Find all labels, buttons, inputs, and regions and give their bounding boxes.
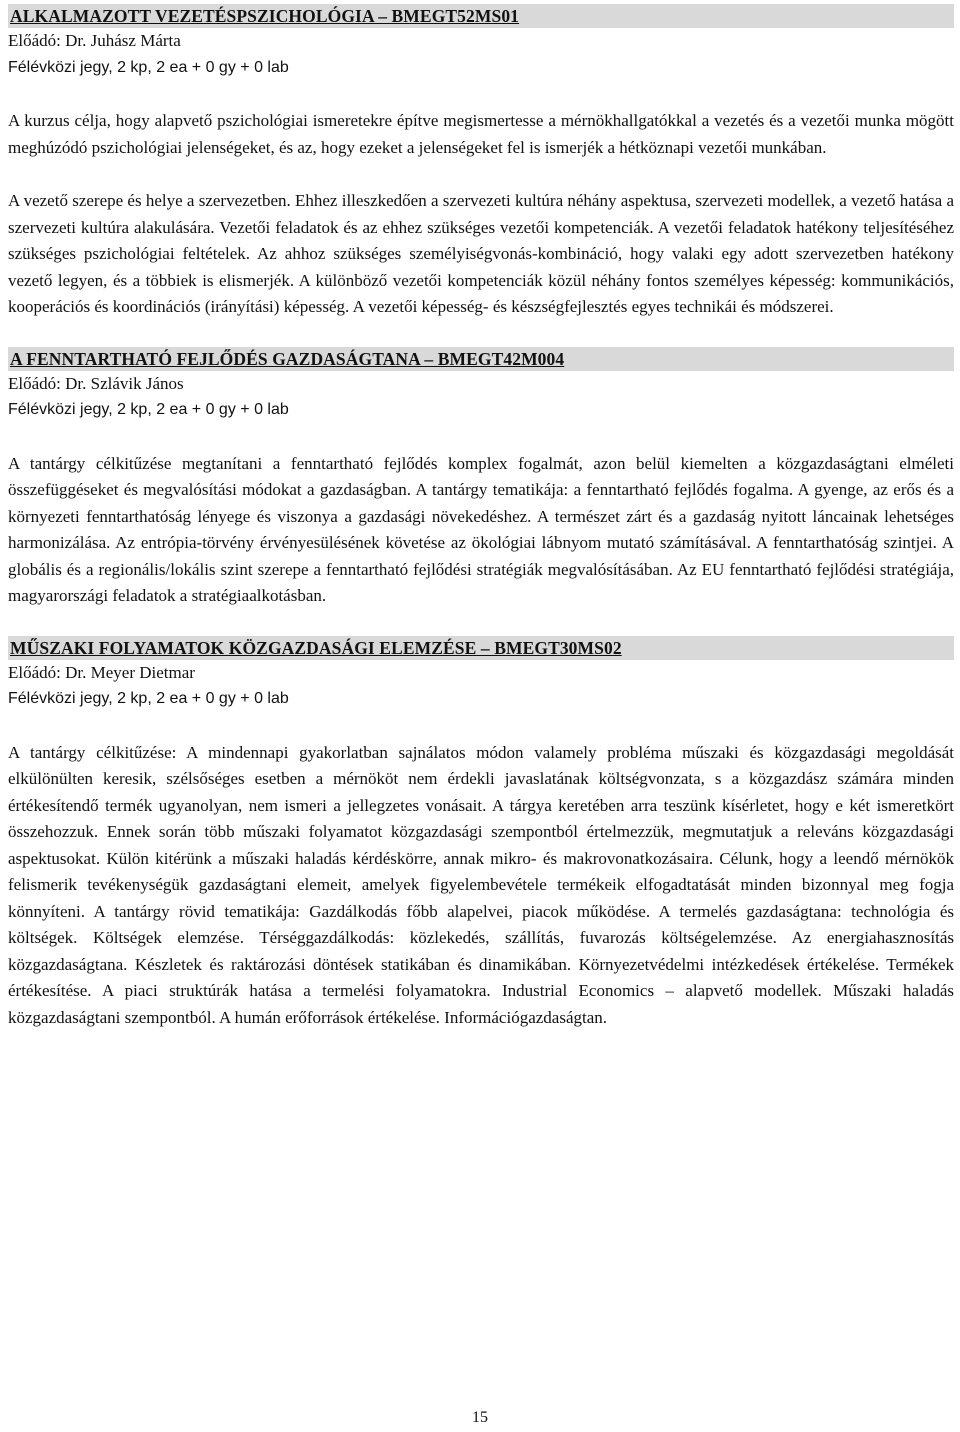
course-title: MŰSZAKI FOLYAMATOK KÖZGAZDASÁGI ELEMZÉSE – BMEGT30MS02 [8, 636, 954, 660]
course-credits: Félévközi jegy, 2 kp, 2 ea + 0 gy + 0 lab [8, 690, 289, 707]
course-section [8, 347, 954, 610]
course-paragraph: A vezető szerepe és helye a szervezetben. Ehhez illeszkedően a szervezeti kultúra néhány aspektusa, szervezeti modellek, a vezető hatása a szervezeti kultúra alakulására. Vezetői feladatok és az ehhez szükséges vezetői kompetenciák. A vezetői feladatok hatékony teljesítéséhez szükséges pszichológiai feltételek. Az ahhoz szükséges személyiségvonás-kombináció, hogy valaki egy adott szervezetben hatékony vezető legyen, és a többiek is elismerjék. A különböző vezetői kompetenciák közül néhány fontos személyes képesség: kommunikációs, kooperációs és koordinációs (irányítási) képesség. A vezetői képesség- és készségfejlesztés egyes technikái és módszerei. [8, 191, 954, 316]
course-paragraph: A kurzus célja, hogy alapvető pszichológiai ismeretekre építve megismertesse a mérnökhallgatókkal a vezetés és a vezetői munka mögött meghúzódó pszichológiai jelenségeket, és az, hogy ezeket a jelenségeket fel is ismerjék a hétköznapi vezetői munkában. [8, 111, 954, 157]
course-paragraph: A tantárgy célkitűzése megtanítani a fenntartható fejlődés komplex fogalmát, azon belül kiemelten a közgazdaságtani elméleti összefüggéseket és megvalósítási módokat a gazdaságban. A tantárgy tematikája: a fenntartható fejlődés fogalma. A gyenge, az erős és a környezeti fenntarthatóság lényege és viszonya a gazdasági növekedéshez. A természet zárt és a gazdaság nyitott láncainak lehetséges harmonizálása. Az entrópia-törvény érvényesülésének követése az ökológiai lábnyom mutató számításával. A fenntarthatóság szintjei. A globális és a regionális/lokális szint szerepe a fenntartható fejlődési stratégiák megvalósításában. Az EU fenntartható fejlődési stratégiája, magyarországi feladatok a stratégiaalkotásban. [8, 453, 954, 605]
course-section [8, 4, 954, 321]
course-lecturer: Előádó: Dr. Juhász Márta [8, 31, 181, 50]
course-paragraph: A tantárgy célkitűzése: A mindennapi gyakorlatban sajnálatos módon valamely probléma műszaki és közgazdasági megoldását elkülönülten keresik, szélsőséges esetben a mérnököt nem érdekli javaslatának költségvonzata, s a közgazdász számára minden értékesítendő termék ugyanolyan, nem ismeri a jellegzetes vonásait. A tárgya keretében arra teszünk kísérletet, hogy e két ismeretkört összehozzuk. Ennek során több műszaki folyamatot közgazdasági szempontból értelmezzük, megmutatjuk a releváns közgazdasági aspektusokat. Külön kitérünk a műszaki haladás kérdéskörre, annak mikro- és makrovonatkozásaira. Célunk, hogy a leendő mérnökök felismerik tevékenységük gazdaságtani elemeit, amelyek figyelembevétele termékeik elfogadtatását minden bizonnyal meg fogja könnyíteni. A tantárgy rövid tematikája: Gazdálkodás főbb alapelvei, piacok működése. A termelés gazdaságtana: technológia és költségek. Költségek elemzése. Térséggazdálkodás: közlekedés, szállítás, fuvarozás költségelemzése. Az energiahasznosítás közgazdaságtana. Készletek és raktározási döntések statikában és dinamikában. Környezetvédelmi intézkedések értékelése. Termékek értékesítése. A piaci struktúrák hatása a termelési folyamatokra. Industrial Economics – alapvető modellek. Műszaki haladás közgazdaságtani szempontból. A humán erőforrások értékelése. Információgazdaságtan. [8, 742, 954, 1027]
course-lecturer: Előádó: Dr. Meyer Dietmar [8, 662, 195, 682]
document-page [8, 4, 954, 1031]
course-title: ALKALMAZOTT VEZETÉSPSZICHOLÓGIA – BMEGT52MS01 [8, 4, 954, 28]
course-credits: Félévközi jegy, 2 kp, 2 ea + 0 gy + 0 lab [8, 58, 289, 76]
page-number: 15 [472, 1409, 488, 1426]
course-lecturer: Előádó: Dr. Szlávik János [8, 373, 184, 393]
course-credits: Félévközi jegy, 2 kp, 2 ea + 0 gy + 0 lab [8, 401, 289, 418]
course-title: A FENNTARTHATÓ FEJLŐDÉS GAZDASÁGTANA – BMEGT42M004 [8, 347, 954, 371]
course-section [8, 636, 954, 1032]
